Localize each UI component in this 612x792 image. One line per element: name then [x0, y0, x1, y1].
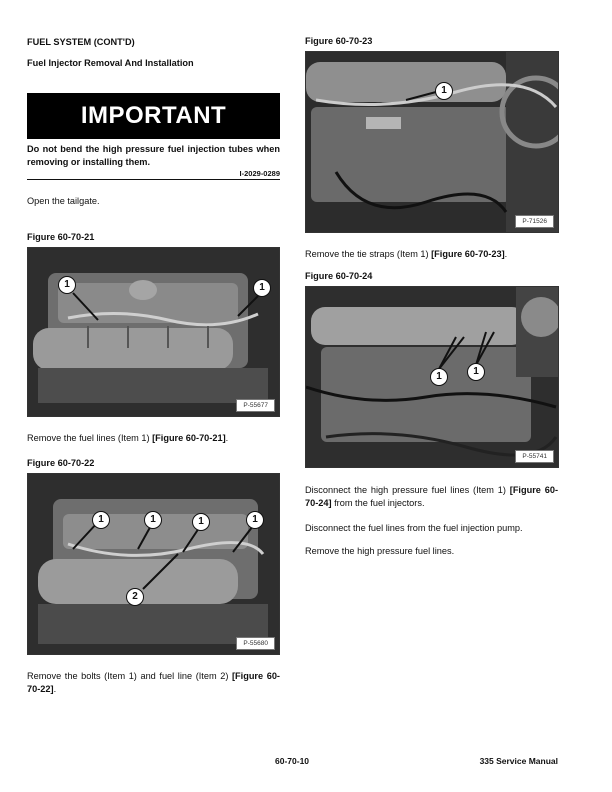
step-text: Remove the fuel lines (Item 1)	[27, 433, 153, 443]
figure-caption-21: Figure 60-70-21	[27, 232, 95, 242]
figure-photo-23	[305, 51, 559, 233]
important-code: I-2029-0289	[239, 169, 280, 178]
step-remove-fuel-lines	[27, 432, 228, 444]
figure-ref: [Figure 60-70-21]	[152, 433, 226, 443]
step-text-end: .	[504, 249, 508, 259]
figure-caption-24: Figure 60-70-24	[305, 271, 373, 281]
step-disconnect-pump-lines: Disconnect the fuel lines from the fuel injection pump.	[305, 523, 523, 533]
subsection-title: Fuel Injector Removal And Installation	[27, 58, 194, 68]
step-text-end: .	[225, 433, 229, 443]
callout-1c: 1	[192, 513, 210, 531]
figure-ref: [Figure 60-70-24]	[305, 485, 559, 508]
page-number: 60-70-10	[275, 756, 310, 766]
figure-caption-22: Figure 60-70-22	[27, 458, 95, 468]
step-text-end: from the fuel injectors.	[331, 498, 425, 508]
step-remove-hp-lines: Remove the high pressure fuel lines.	[305, 546, 455, 556]
step-text-end: .	[53, 684, 57, 694]
important-divider	[27, 179, 280, 180]
figure-photo-22	[27, 473, 280, 655]
figure-ref: [Figure 60-70-23]	[431, 249, 505, 259]
figure-photo-21	[27, 247, 280, 417]
step-disconnect-hp-lines	[305, 484, 558, 510]
step-open-tailgate: Open the tailgate.	[27, 196, 100, 206]
step-text: Remove the bolts (Item 1) and fuel line (Item 2)	[27, 671, 232, 681]
callout-1b: 1	[467, 363, 485, 381]
figure-photo-24	[305, 286, 559, 468]
step-remove-tie-straps	[305, 248, 507, 260]
callout-1a: 1	[92, 511, 110, 529]
photo-code-24: P-55741	[515, 450, 554, 463]
figure-ref: [Figure 60-70-22]	[27, 671, 280, 694]
callout-1b: 1	[144, 511, 162, 529]
important-banner: IMPORTANT	[27, 93, 280, 139]
step-remove-bolts	[27, 670, 280, 696]
photo-code-22: P-55680	[236, 637, 275, 650]
callout-1d: 1	[246, 511, 264, 529]
step-text: Remove the tie straps (Item 1)	[305, 249, 432, 259]
manual-title: 335 Service Manual	[479, 756, 558, 766]
photo-code-23: P-71526	[515, 215, 554, 228]
photo-code-21: P-55677	[236, 399, 275, 412]
callout-1a: 1	[58, 276, 76, 294]
callout-1: 1	[435, 82, 453, 100]
callout-1b: 1	[253, 279, 271, 297]
step-text: Disconnect the high pressure fuel lines (Item 1)	[305, 485, 510, 495]
callout-1a: 1	[430, 368, 448, 386]
important-text: Do not bend the high pressure fuel injection tubes when removing or installing them.	[27, 144, 280, 167]
section-title: FUEL SYSTEM (CONT'D)	[27, 37, 135, 47]
callout-2: 2	[126, 588, 144, 606]
figure-caption-23: Figure 60-70-23	[305, 36, 373, 46]
